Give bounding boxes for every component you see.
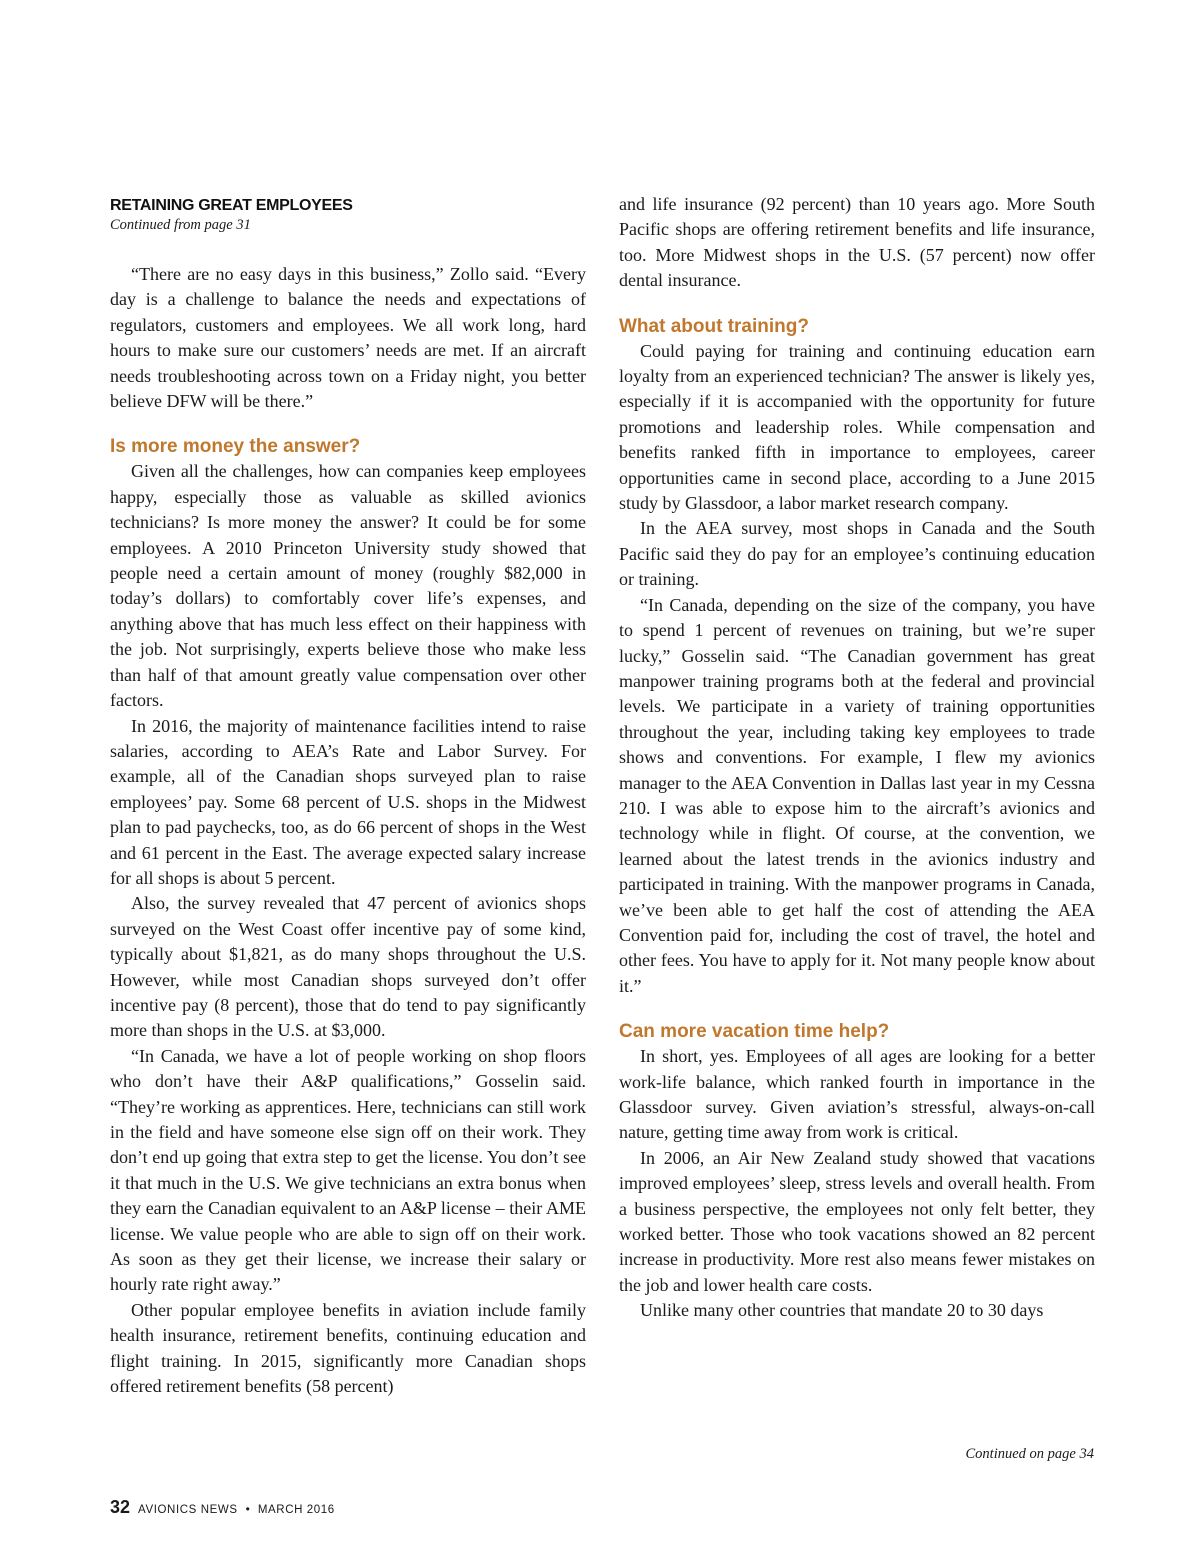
paragraph: Could paying for training and continuing education earn loyalty from an experienced technician? The answer is likely yes, especially if it is accompanied with the opportunity for future promotions and leadership roles. While compensation and benefits ranked fifth in importance to employees, career opportunities came in second place, according to a June 2015 study by Glassdoor, a labor market research company. bbox=[619, 340, 1095, 514]
heading-more-money: Is more money the answer? bbox=[110, 436, 361, 458]
right-column bbox=[619, 192, 1095, 1324]
paragraph: Given all the challenges, how can companies keep employees happy, especially those as valuable as skilled avionics technicians? Is more money the answer? It could be for some employees. A 2010 Princeton University study showed that people need a certain amount of money (roughly $82,000 in today’s dollars) to comfortably cover life’s expenses, and anything above that has much less effect on their happiness with the job. Not surprisingly, experts believe those who make less than half of that amount greatly value compensation over other factors. bbox=[110, 461, 586, 711]
issue-date: MARCH 2016 bbox=[257, 1504, 335, 1516]
paragraph: “In Canada, we have a lot of people working on shop floors who don’t have their A&P qualifications,” Gosselin said. “They’re working as apprentices. Here, technicians can still work in the field and have someone else sign off on their work. They don’t end up going that extra step to get the license. You don’t see it that much in the U.S. We give technicians an extra bonus when they earn the Canadian equivalent to an A&P license – their AME license. We value people who are able to sign off on their work. As soon as they get their license, we increase their salary or hourly rate right away.” bbox=[110, 1045, 586, 1295]
paragraph: and life insurance (92 percent) than 10 years ago. More South Pacific shops are offering retirement benefits and life insurance, too. More Midwest shops in the U.S. (57 percent) now offer dental insurance. bbox=[619, 194, 1095, 291]
page-footer bbox=[110, 1497, 335, 1518]
heading-training: What about training? bbox=[619, 315, 809, 337]
paragraph: In 2016, the majority of maintenance facilities intend to raise salaries, according to AEA’s Rate and Labor Survey. For example, all of the Canadian shops surveyed plan to raise employees’ pay. Some 68 percent of U.S. shops in the Midwest plan to pad paychecks, too, as do 66 percent of shops in the West and 61 percent in the East. The average expected salary increase for all shops is about 5 percent. bbox=[110, 715, 586, 888]
paragraph: Other popular employee benefits in aviation include family health insurance, retirement benefits, continuing education and flight training. In 2015, significantly more Canadian shops offered retirement benefits (58 percent) bbox=[110, 1299, 586, 1397]
paragraph: In the AEA survey, most shops in Canada and the South Pacific said they do pay for an employee’s continuing education or training. bbox=[619, 518, 1095, 590]
paragraph: “In Canada, depending on the size of the company, you have to spend 1 percent of revenues on training, but we’re super lucky,” Gosselin said. “The Canadian government has great manpower training programs both at the federal and provincial levels. We participate in a variety of training opportunities throughout the year, including taking key employees to trade shows and conventions. For example, I flew my avionics manager to the AEA Convention in Dallas last year in my Cessna 210. I was able to expose him to the aircraft’s avionics and technology while in flight. Of course, at the convention, we learned about the latest trends in the avionics industry and participated in training. With the manpower programs in Canada, we’ve been able to get half the cost of attending the AEA Convention paid for, including the cost of travel, the hotel and other fees. You have to apply for it. Not many people know about it.” bbox=[619, 594, 1095, 996]
left-column bbox=[110, 192, 586, 1399]
continued-from: Continued from page 31 bbox=[110, 217, 251, 233]
page-number: 32 bbox=[110, 1497, 131, 1517]
heading-vacation: Can more vacation time help? bbox=[619, 1021, 890, 1043]
footer-separator: • bbox=[245, 1502, 250, 1516]
section-label: RETAINING GREAT EMPLOYEES bbox=[110, 197, 353, 214]
paragraph: “There are no easy days in this business,” Zollo said. “Every day is a challenge to balance the needs and expectations of regulators, customers and employees. We all work long, hard hours to make sure our customers’ needs are met. If an aircraft needs troubleshooting across town on a Friday night, you better believe DFW will be there.” bbox=[110, 264, 586, 412]
paragraph: In 2006, an Air New Zealand study showed that vacations improved employees’ sleep, stress levels and overall health. From a business perspective, the employees not only felt better, they worked better. Those who took vacations showed an 82 percent increase in productivity. More rest also means fewer mistakes on the job and lower health care costs. bbox=[619, 1147, 1095, 1295]
paragraph: Unlike many other countries that mandate 20 to 30 days bbox=[640, 1300, 1044, 1321]
continued-on: Continued on page 34 bbox=[965, 1446, 1094, 1462]
paragraph: In short, yes. Employees of all ages are looking for a better work-life balance, which ranked fourth in importance in the Glassdoor survey. Given aviation’s stressful, always-on-call nature, getting time away from work is critical. bbox=[619, 1046, 1095, 1143]
paragraph: Also, the survey revealed that 47 percent of avionics shops surveyed on the West Coast offer incentive pay of some kind, typically about $1,821, as do many shops throughout the U.S. However, while most Canadian shops surveyed don’t offer incentive pay (8 percent), those that do tend to pay significantly more than shops in the U.S. at $3,000. bbox=[110, 893, 586, 1041]
magazine-name: AVIONICS NEWS bbox=[138, 1504, 238, 1516]
